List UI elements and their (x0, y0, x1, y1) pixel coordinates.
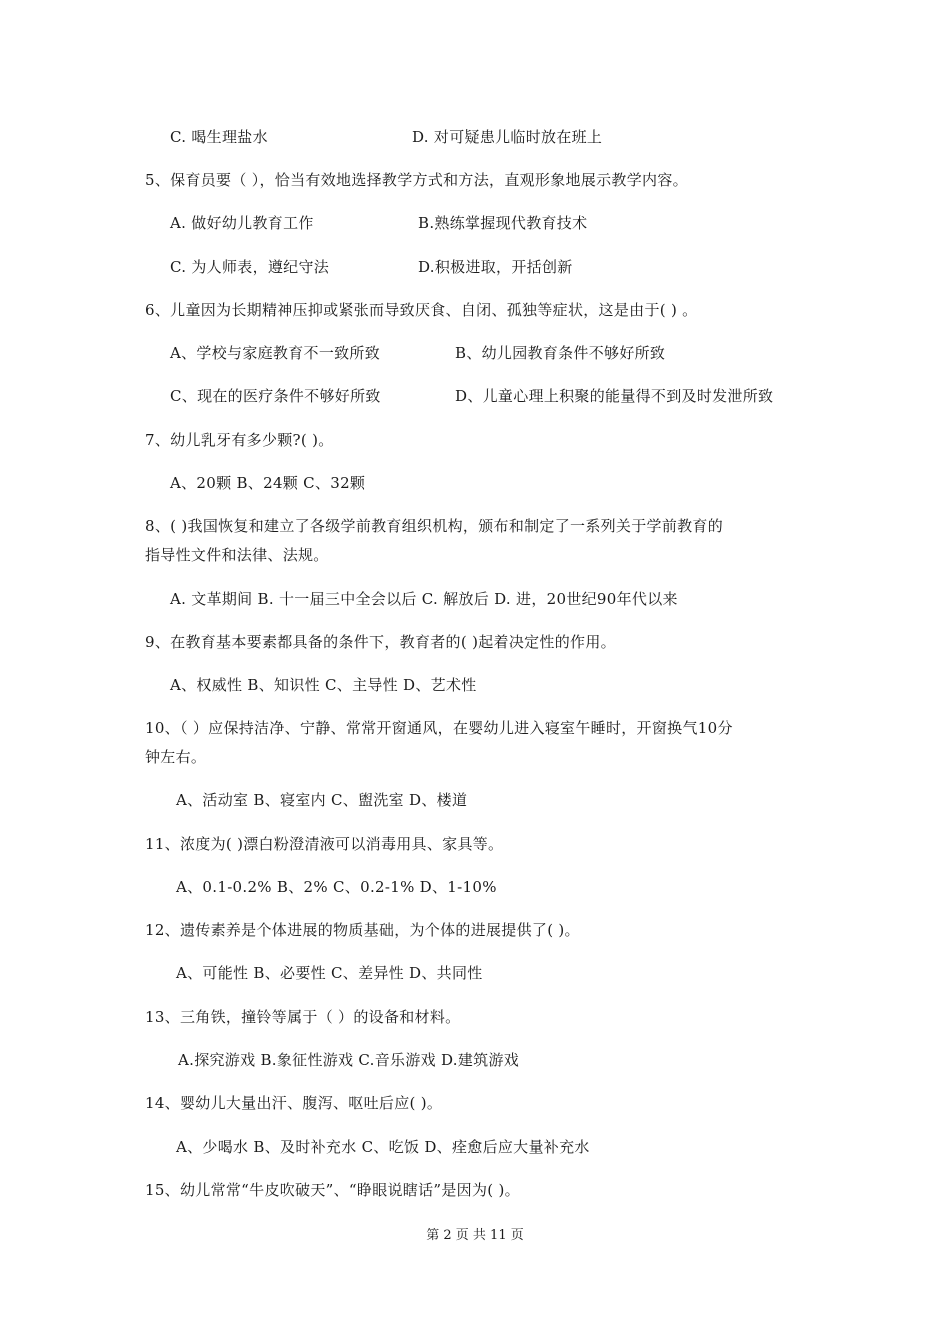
question-15: 15、幼儿常常“牛皮吹破天”、“睁眼说瞎话”是因为( )。 (145, 1181, 520, 1199)
options-q9: A、权威性 B、知识性 C、主导性 D、艺术性 (170, 676, 477, 694)
option-d-q4: D. 对可疑患儿临时放在班上 (412, 128, 603, 146)
options-q14: A、少喝水 B、及时补充水 C、吃饭 D、痊愈后应大量补充水 (176, 1138, 590, 1156)
option-c-q6: C、现在的医疗条件不够好所致 (170, 387, 381, 405)
question-13: 13、三角铁，撞铃等属于（ ）的设备和材料。 (145, 1008, 461, 1026)
question-8-line-2: 指导性文件和法律、法规。 (145, 546, 329, 564)
option-b-q6: B、幼儿园教育条件不够好所致 (455, 344, 666, 362)
question-9: 9、在教育基本要素都具备的条件下，教育者的( )起着决定性的作用。 (145, 633, 616, 651)
question-5: 5、保育员要（ ），恰当有效地选择教学方式和方法，直观形象地展示教学内容。 (145, 171, 688, 189)
options-q10: A、活动室 B、寝室内 C、盥洗室 D、楼道 (176, 791, 468, 809)
question-12: 12、遗传素养是个体进展的物质基础，为个体的进展提供了( )。 (145, 921, 580, 939)
options-q7: A、20颗 B、24颗 C、32颗 (170, 474, 366, 492)
question-10-line-1: 10、（ ）应保持洁净、宁静、常常开窗通风，在婴幼儿进入寝室午睡时，开窗换气10分 (145, 719, 733, 737)
option-c-q4: C. 喝生理盐水 (170, 128, 268, 146)
option-d-q6: D、儿童心理上积聚的能量得不到及时发泄所致 (455, 387, 774, 405)
question-8-line-1: 8、( )我国恢复和建立了各级学前教育组织机构，颁布和制定了一系列关于学前教育的 (145, 517, 724, 535)
options-q11: A、0.1-0.2% B、2% C、0.2-1% D、1-10% (176, 878, 497, 896)
options-q12: A、可能性 B、必要性 C、差异性 D、共同性 (176, 964, 483, 982)
question-7: 7、幼儿乳牙有多少颗?( )。 (145, 431, 334, 449)
option-b-q5: B.熟练掌握现代教育技术 (418, 214, 588, 232)
option-a-q6: A、学校与家庭教育不一致所致 (170, 344, 381, 362)
question-6: 6、儿童因为长期精神压抑或紧张而导致厌食、自闭、孤独等症状，这是由于( ) 。 (145, 301, 698, 319)
question-10-line-2: 钟左右。 (145, 748, 207, 766)
question-11: 11、浓度为( )漂白粉澄清液可以消毒用具、家具等。 (145, 835, 504, 853)
option-c-q5: C. 为人师表，遵纪守法 (170, 258, 330, 276)
options-q13: A.探究游戏 B.象征性游戏 C.音乐游戏 D.建筑游戏 (178, 1051, 520, 1069)
options-q8: A. 文革期间 B. 十一届三中全会以后 C. 解放后 D. 进，20世纪90年代以来 (170, 590, 678, 608)
option-a-q5: A. 做好幼儿教育工作 (170, 214, 314, 232)
question-14: 14、婴幼儿大量出汗、腹泻、呕吐后应( )。 (145, 1094, 443, 1112)
option-d-q5: D.积极进取，开括创新 (418, 258, 573, 276)
page-footer: 第 2 页 共 11 页 (426, 1228, 524, 1243)
